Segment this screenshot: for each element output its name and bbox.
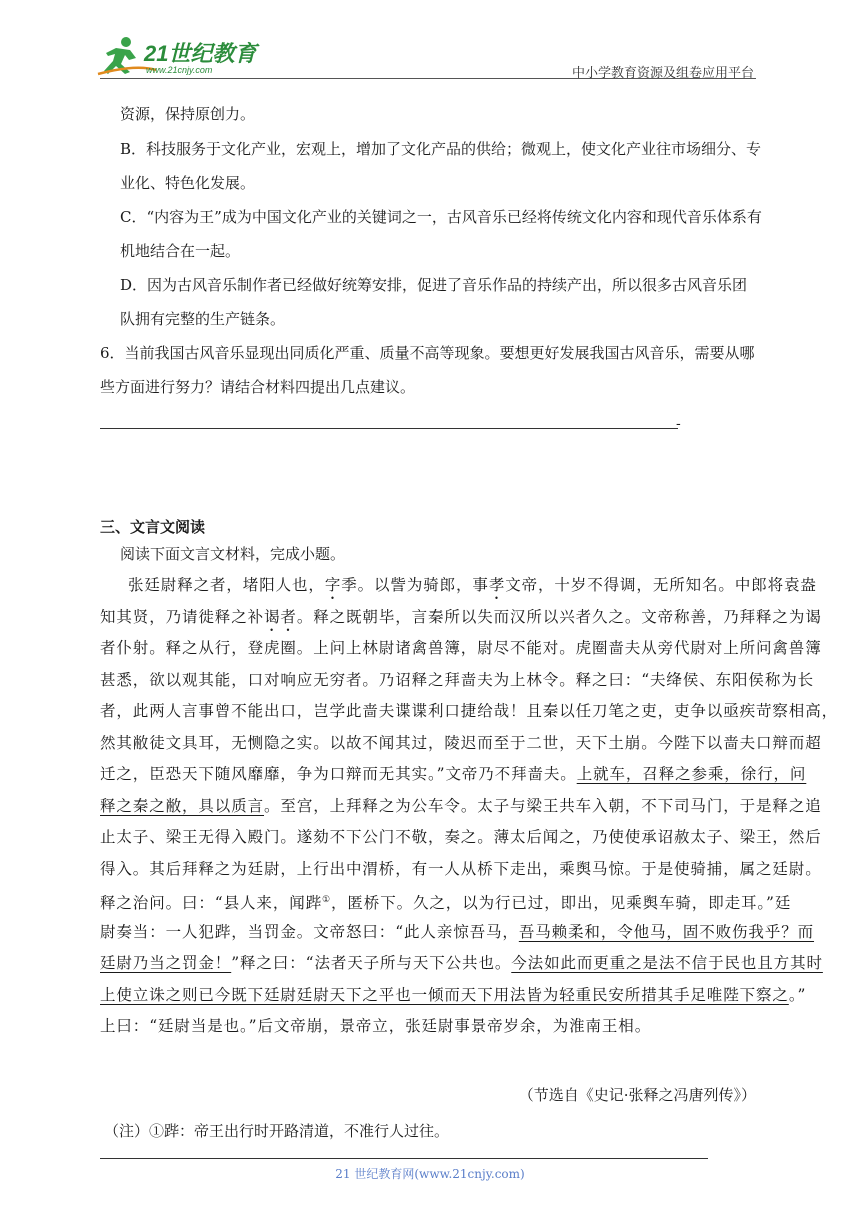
passage-line: 张廷尉释之者，堵阳人也，字季。以訾为骑郎，事孝文帝，十岁不得调，无所知名。中郎将袁盎 [128, 576, 817, 594]
emphasized-word: 字 [324, 576, 342, 594]
logo-url: www.21cnjy.com [146, 65, 213, 75]
underlined-sentence: 释之秦之敝，具以质言 [100, 797, 265, 815]
option-c-line1: C．“内容为王”成为中国文化产业的关键词之一，古风音乐已经将传统文化内容和现代音乐体系有 [120, 208, 762, 226]
underlined-unpunctuated-text: 上使立诛之则已今既下廷尉廷尉天下之平也一倾而天下用法皆为轻重民安所措其手足唯陛下察之 [100, 986, 789, 1004]
passage-line: 然其敝徒文具耳，无恻隐之实。以故不闻其过，陵迟而至于二世，天下土崩。今陛下以啬夫口辩而超 [100, 734, 822, 752]
passage-line: 释之秦之敝，具以质言。至宫，上拜释之为公车令。太子与梁王共车入朝，不下司马门，于是释之追 [100, 797, 822, 815]
question-6-line2: 些方面进行努力？请结合材料四提出几点建议。 [100, 378, 416, 396]
passage-line: 知其贤，乃请徙释之补谒者。释之既朝毕，言秦所以失而汉所以兴者久之。文帝称善，乃拜释之为谒 [100, 608, 822, 626]
passage-line: 释之治问。曰：“县人来，闻跸①，匿桥下。久之，以为行已过，即出，见乘舆车骑，即走耳。”廷 [100, 894, 792, 913]
underlined-sentence: 吾马赖柔和，令他马，固不败伤我乎？而 [518, 923, 815, 941]
section-title: 三、文言文阅读 [100, 518, 206, 536]
option-d-line2: 队拥有完整的生产链条。 [120, 310, 286, 328]
header-divider [100, 78, 756, 79]
underlined-sentence: 上就车，召释之参乘，徐行，问 [576, 765, 807, 783]
answer-line[interactable] [100, 428, 678, 429]
footer-link[interactable]: 21 世纪教育网(www.21cnjy.com) [335, 1167, 525, 1181]
header-platform-text: 中小学教育资源及组卷应用平台 [571, 66, 754, 81]
site-logo[interactable] [96, 34, 266, 78]
option-d-line1: D．因为古风音乐制作者已经做好统筹安排，促进了音乐作品的持续产出，所以很多古风音乐团 [120, 276, 748, 294]
footnote: （注）①跸：帝王出行时开路清道，不准行人过往。 [104, 1122, 450, 1140]
passage-line: 者，此两人言事曾不能出口，岂学此啬夫谍谍利口捷给哉！且秦以任刀笔之吏，吏争以亟疾苛察相高， [100, 702, 839, 720]
option-a-continuation: 资源，保持原创力。 [120, 105, 256, 123]
passage-line: 廷尉乃当之罚金！”释之曰：“法者天子所与天下公共也。今法如此而更重之是法不信于民也且方其时 [100, 954, 823, 972]
emphasized-word: 孝 [488, 576, 506, 594]
option-c-line2: 机地结合在一起。 [120, 242, 241, 260]
underlined-unpunctuated-text: 今法如此而更重之是法不信于民也且方其时 [511, 954, 823, 972]
passage-line: 者仆射。释之从行，登虎圈。上问上林尉诸禽兽簿，尉尽不能对。虎圈啬夫从旁代尉对上所问禽兽簿 [100, 639, 822, 657]
option-b-line1: B．科技服务于文化产业，宏观上，增加了文化产品的供给；微观上，使文化产业往市场细分、专 [120, 140, 762, 158]
reading-instruction: 阅读下面文言文材料，完成小题。 [120, 545, 346, 563]
passage-source: （节选自《史记·张释之冯唐列传》） [518, 1086, 756, 1104]
option-b-line2: 业化、特色化发展。 [120, 174, 256, 192]
passage-line: 上曰：“廷尉当是也。”后文帝崩，景帝立，张廷尉事景帝岁余，为淮南王相。 [100, 1017, 652, 1035]
runner-logo-icon [96, 34, 266, 78]
footnote-marker: ① [322, 895, 331, 905]
passage-line: 甚悉，欲以观其能，口对响应无穷者。乃诏释之拜啬夫为上林令。释之曰：“夫绛侯、东阳侯称为长 [100, 671, 815, 689]
emphasized-word: 谒者 [264, 608, 297, 626]
passage-line: 迁之，臣恐天下随风靡靡，争为口辩而无其实。”文帝乃不拜啬夫。上就车，召释之参乘，徐行，问 [100, 765, 807, 783]
passage-line: 得入。其后拜释之为廷尉，上行出中渭桥，有一人从桥下走出，乘舆马惊。于是使骑捕，属之廷尉。 [100, 860, 822, 878]
passage-line: 尉奏当：一人犯跸，当罚金。文帝怒曰：“此人亲惊吾马，吾马赖柔和，令他马，固不败伤我乎？而 [100, 923, 815, 941]
question-6-line1: 6．当前我国古风音乐显现出同质化严重、质量不高等现象。要想更好发展我国古风音乐，需要从哪 [100, 344, 755, 362]
answer-line-end: - [676, 416, 681, 432]
footer-divider [100, 1158, 708, 1159]
underlined-sentence: 廷尉乃当之罚金！ [100, 954, 232, 972]
logo-text: 21世纪教育 [144, 41, 257, 66]
passage-line: 止太子、梁王无得入殿门。遂劾不下公门不敬，奏之。薄太后闻之，乃使使承诏赦太子、梁王，然后 [100, 828, 822, 846]
passage-line: 上使立诛之则已今既下廷尉廷尉天下之平也一倾而天下用法皆为轻重民安所措其手足唯陛下察之。” [100, 986, 807, 1004]
